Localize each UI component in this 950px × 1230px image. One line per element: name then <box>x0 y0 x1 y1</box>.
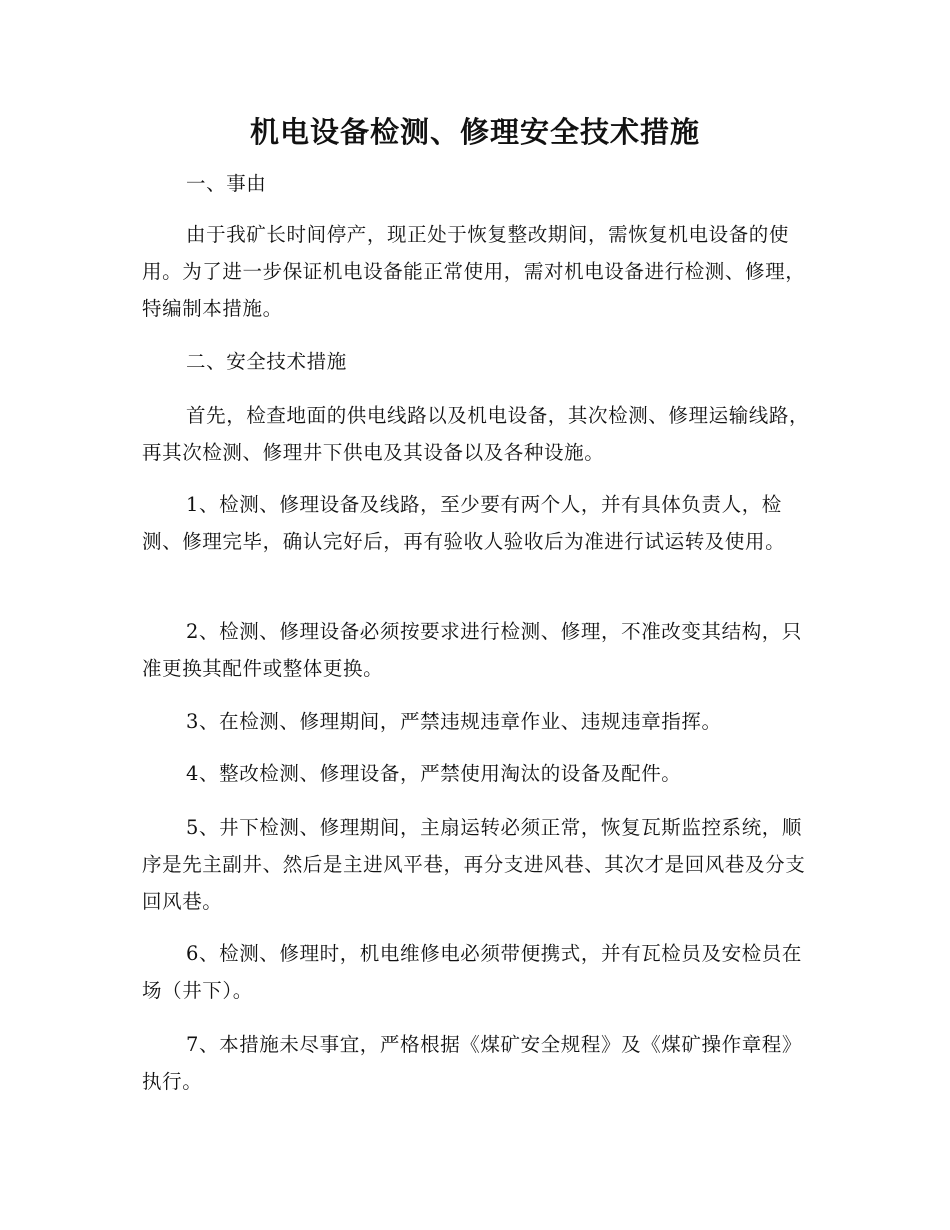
paragraph-item-3: 3、在检测、修理期间，严禁违规违章作业、违规违章指挥。 <box>186 710 722 733</box>
paragraph-intro: 首先，检查地面的供电线路以及机电设备，其次检测、修理运输线路，再其次检测、修理井下供电及其设备以及各种设施。 <box>142 404 810 464</box>
paragraph-item-2: 2、检测、修理设备必须按要求进行检测、修理，不准改变其结构，只准更换其配件或整体更换。 <box>142 620 803 680</box>
document-title: 机电设备检测、修理安全技术措施 <box>249 115 700 149</box>
paragraph-reason: 由于我矿长时间停产，现正处于恢复整改期间，需恢复机电设备的使用。为了进一步保证机电设备能正常使用，需对机电设备进行检测、修理，特编制本措施。 <box>142 223 806 320</box>
paragraph-item-4: 4、整改检测、修理设备，严禁使用淘汰的设备及配件。 <box>186 762 682 785</box>
paragraph-item-7: 7、本措施未尽事宜，严格根据《煤矿安全规程》及《煤矿操作章程》执行。 <box>142 1033 803 1093</box>
paragraph-item-6: 6、检测、修理时，机电维修电必须带便携式，并有瓦检员及安检员在场（井下）。 <box>142 942 803 1002</box>
section-heading-reason: 一、事由 <box>186 172 267 195</box>
section-heading-measures: 二、安全技术措施 <box>186 350 347 373</box>
paragraph-item-1: 1、检测、修理设备及线路，至少要有两个人，并有具体负责人，检测、修理完毕，确认完好后，再有验收人验收后为准进行试运转及使用。 <box>142 493 786 553</box>
paragraph-item-5: 5、井下检测、修理期间，主扇运转必须正常，恢复瓦斯监控系统，顺序是先主副井、然后是主进风平巷，再分支进风巷、其次才是回风巷及分支回风巷。 <box>142 816 806 913</box>
